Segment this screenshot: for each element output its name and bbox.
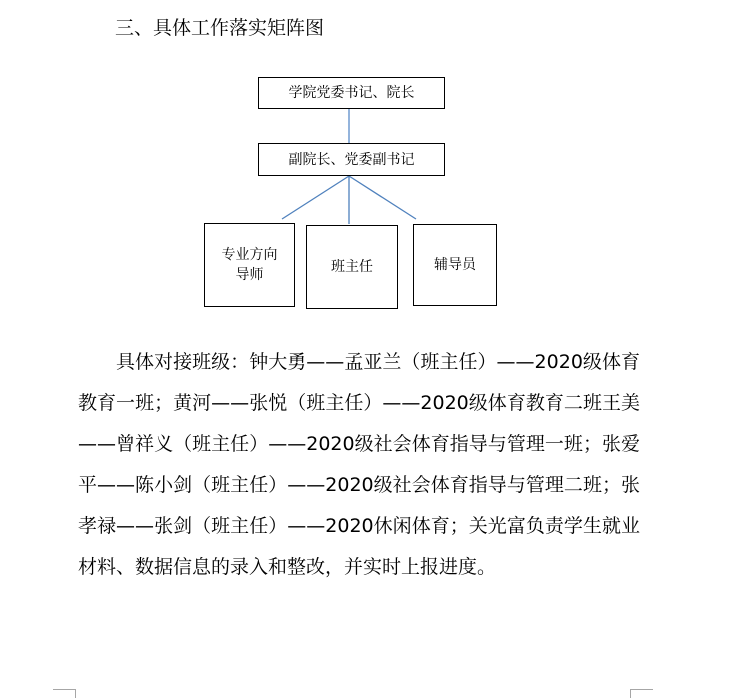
org-box-dean bbox=[258, 77, 445, 109]
org-box-head-teacher bbox=[306, 225, 398, 309]
org-box-vice-dean bbox=[258, 143, 445, 176]
org-box-counselor bbox=[413, 224, 497, 306]
org-box-head-teacher-label: 班主任 bbox=[331, 259, 373, 275]
org-box-counselor-label: 辅导员 bbox=[434, 257, 476, 273]
org-chart bbox=[0, 0, 745, 320]
section-heading: 三、具体工作落实矩阵图 bbox=[115, 17, 325, 39]
body-paragraph: 具体对接班级：钟大勇——孟亚兰（班主任）——2020级体育教育一班；黄河——张悦（班主任）——2020级体育教育二班王美——曾祥义（班主任）——2020级社会体育指导与管理一班；张爱平——陈小剑（班主任）——2020级社会体育指导与管理二班；张孝禄——张剑（班主任）——2020休闲体育；关光富负责学生就业材料、数据信息的录入和整改，并实时上报进度。 bbox=[78, 351, 640, 578]
connector-middle-left bbox=[282, 176, 349, 219]
connector-middle-right bbox=[349, 176, 416, 219]
org-box-vice-dean-label: 副院长、党委副书记 bbox=[288, 151, 415, 168]
org-box-advisor-label: 专业方向导师 bbox=[221, 247, 278, 283]
page-corner-mark-right bbox=[630, 689, 653, 698]
org-box-advisor bbox=[204, 223, 295, 307]
page-corner-mark-left bbox=[53, 689, 76, 698]
org-box-dean-label: 学院党委书记、院长 bbox=[288, 85, 415, 101]
